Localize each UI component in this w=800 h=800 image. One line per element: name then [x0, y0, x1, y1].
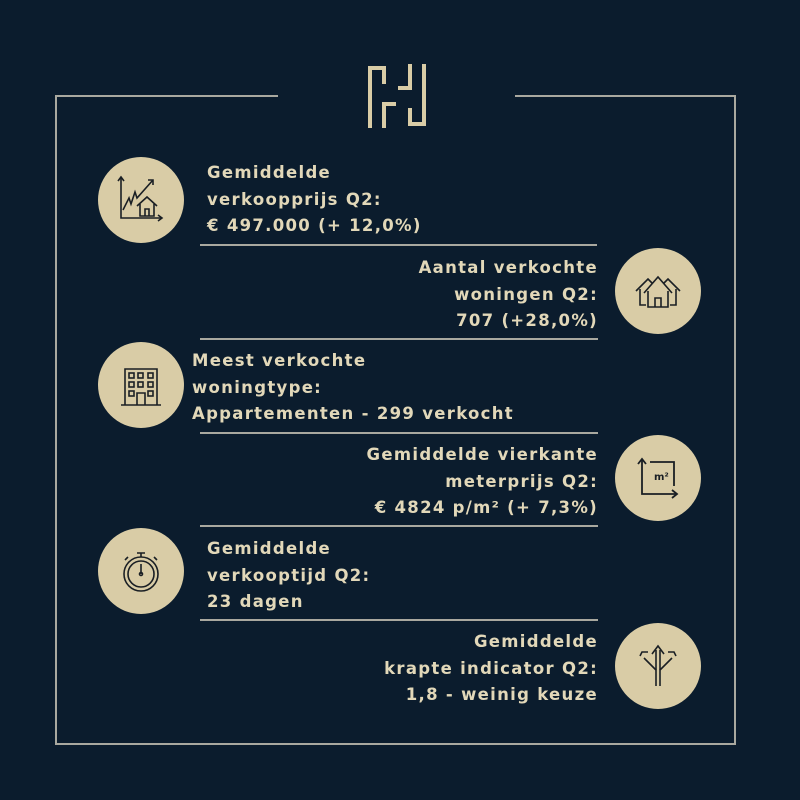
stat-line: woningtype:: [192, 377, 323, 397]
divider: [200, 525, 598, 527]
square-meter-icon: [615, 435, 701, 521]
brand-logo-icon: [366, 64, 428, 128]
stat-line: Aantal verkochte: [418, 258, 598, 277]
apartment-building-icon: [98, 342, 184, 428]
stat-average-sale-price: [207, 160, 422, 240]
stat-value: € 497.000 (+ 12,0%): [207, 216, 422, 235]
stat-line: meterprijs Q2:: [445, 471, 598, 491]
stat-line: verkooptijd Q2:: [207, 565, 371, 585]
stat-value: 23 dagen: [207, 592, 304, 611]
stat-line: Gemiddelde: [207, 163, 332, 182]
frame-right: [734, 95, 736, 745]
divider: [200, 432, 598, 434]
stat-scarcity-indicator: [384, 629, 598, 709]
divider: [200, 619, 598, 621]
svg-text:m²: m²: [654, 472, 669, 483]
stat-price-per-m2: [367, 442, 598, 522]
stat-value: 1,8 - weinig keuze: [405, 685, 598, 704]
stat-homes-sold: [419, 255, 598, 335]
stat-line: Gemiddelde: [473, 632, 598, 651]
stat-value: € 4824 p/m² (+ 7,3%): [374, 498, 598, 517]
stat-line: krapte indicator Q2:: [384, 658, 598, 678]
stat-value: Appartementen - 299 verkocht: [192, 404, 514, 423]
stat-line: Meest verkochte: [192, 351, 367, 370]
stat-sale-time: [207, 536, 370, 616]
price-chart-house-icon: [98, 157, 184, 243]
divider: [200, 338, 598, 340]
split-arrows-icon: [615, 623, 701, 709]
stat-line: Gemiddelde vierkante: [366, 445, 598, 464]
stat-value: 707 (+28,0%): [456, 311, 598, 330]
stopwatch-icon: [98, 528, 184, 614]
houses-icon: [615, 248, 701, 334]
stat-most-sold-type: [192, 348, 514, 428]
stat-line: verkoopprijs Q2:: [207, 189, 382, 209]
frame-top-left: [55, 95, 278, 97]
stat-line: Gemiddelde: [207, 539, 332, 558]
frame-left: [55, 95, 57, 745]
divider: [200, 244, 597, 246]
frame-bottom: [55, 743, 736, 745]
stat-line: woningen Q2:: [454, 284, 598, 304]
frame-top-right: [515, 95, 736, 97]
